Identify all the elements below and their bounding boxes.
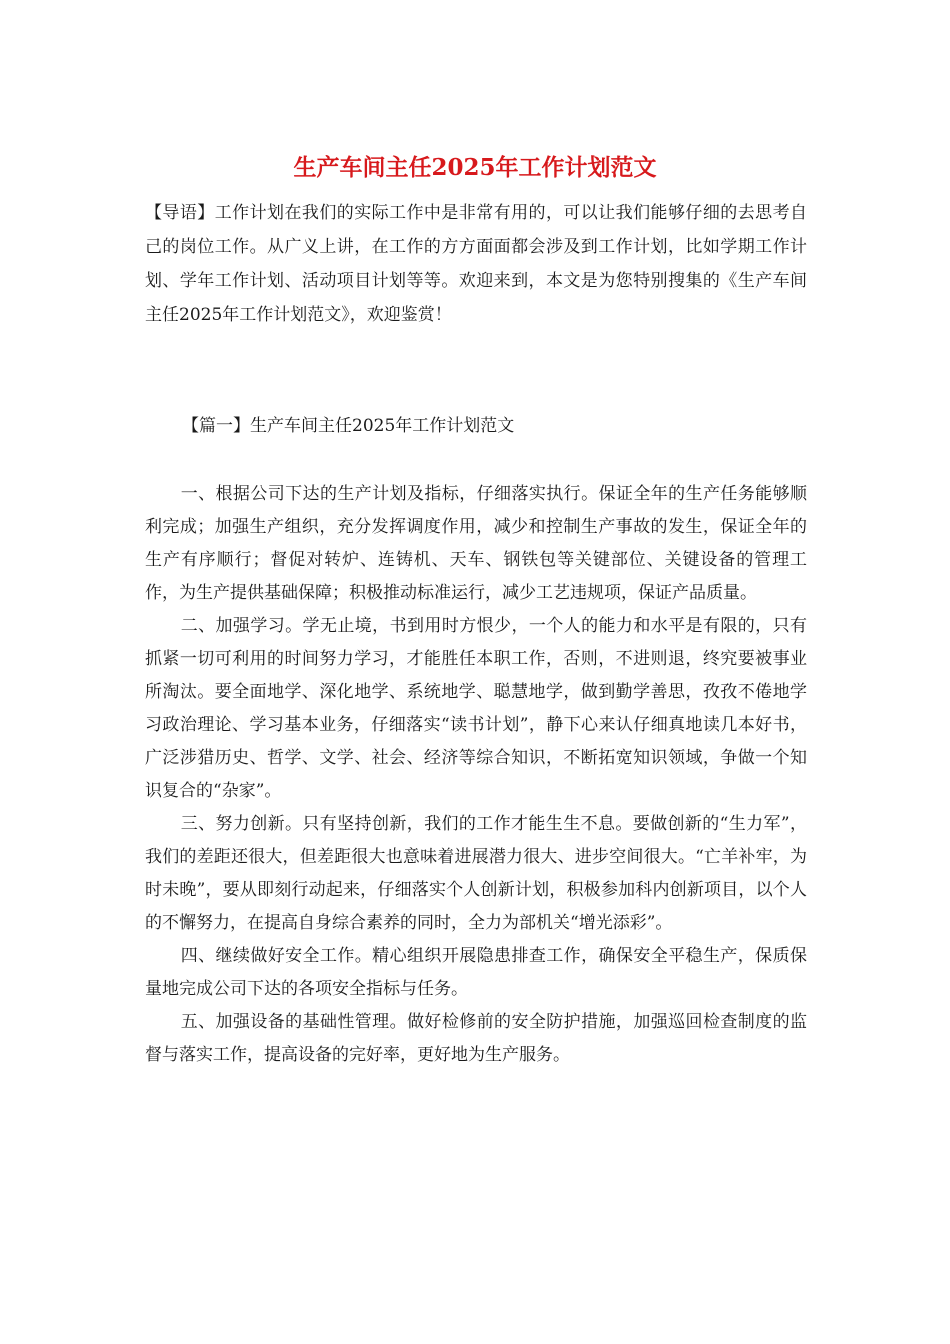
body-paragraph: 二、加强学习。学无止境，书到用时方恨少，一个人的能力和水平是有限的，只有抓紧一切可利用的时间努力学习，才能胜任本职工作，否则，不进则退，终究要被事业所淘汰。要全面地学、深化地学、系统地学、聪慧地学，做到勤学善思，孜孜不倦地学习政治理论、学习基本业务，仔细落实“读书计划”，静下心来认仔细真地读几本好书，广泛涉猎历史、哲学、文学、社会、经济等综合知识，不断拓宽知识领域，争做一个知识复合的“杂家”。 — [145, 616, 807, 801]
document-title: 生产车间主任2025年工作计划范文 — [293, 154, 657, 181]
intro-paragraph: 【导语】工作计划在我们的实际工作中是非常有用的，可以让我们能够仔细的去思考自己的岗位工作。从广义上讲，在工作的方方面面都会涉及到工作计划，比如学期工作计划、学年工作计划、活动项目计划等等。欢迎来到，本文是为您特别搜集的《生产车间主任2025年工作计划范文》，欢迎鉴赏！ — [145, 203, 807, 325]
body-paragraph: 五、加强设备的基础性管理。做好检修前的安全防护措施，加强巡回检查制度的监督与落实工作，提高设备的完好率，更好地为生产服务。 — [145, 1012, 807, 1065]
body-paragraph: 三、努力创新。只有坚持创新，我们的工作才能生生不息。要做创新的“生力军”，我们的差距还很大，但差距很大也意味着进展潜力很大、进步空间很大。“亡羊补牢，为时未晚”，要从即刻行动起来，仔细落实个人创新计划，积极参加科内创新项目，以个人的不懈努力，在提高自身综合素养的同时，全力为部机关“增光添彩”。 — [145, 814, 807, 933]
body-paragraph: 四、继续做好安全工作。精心组织开展隐患排查工作，确保安全平稳生产，保质保量地完成公司下达的各项安全指标与任务。 — [145, 946, 807, 999]
body-paragraph: 一、根据公司下达的生产计划及指标，仔细落实执行。保证全年的生产任务能够顺利完成；加强生产组织，充分发挥调度作用，减少和控制生产事故的发生，保证全年的生产有序顺行；督促对转炉、连铸机、天车、钢铁包等关键部位、关键设备的管理工作，为生产提供基础保障；积极推动标准运行，减少工艺违规项，保证产品质量。 — [145, 484, 807, 603]
section-heading: 【篇一】生产车间主任2025年工作计划范文 — [182, 416, 515, 436]
body-text — [145, 478, 807, 1072]
